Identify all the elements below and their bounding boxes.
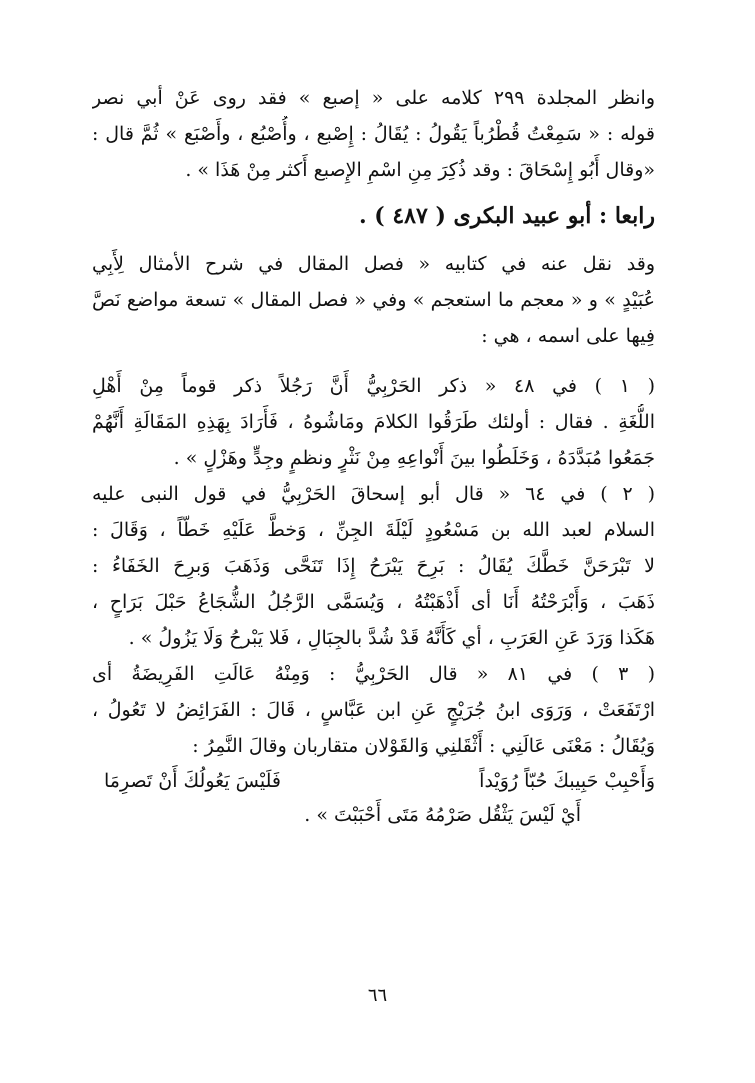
text-line: لا تَبْرَحَنَّ خَطَّكَ يُقَالُ : بَرِحَ يَبْرَحُ إِذَا تَنَحَّى وَذَهَبَ وَبرِحَ الخَفَاءُ : xyxy=(92,555,655,577)
text-line: السلام لعبد الله بن مَسْعُودٍ لَيْلَةَ الجِنِّ ، وَخطَّ عَلَيْهِ خَطّاً ، وَقَالَ : xyxy=(92,519,655,541)
text-line: أَيْ لَيْسَ يَثْقُل صَرْمُهُ مَتَى أَحْبَبْتَ » . xyxy=(304,804,581,826)
text-line: وقد نقل عنه في كتابيه « فصل المقال في شرح الأمثال لِأَبِي xyxy=(92,253,655,275)
text-line: وَيُقَالُ : مَعْنَى عَالَنِي : أَثْقَلنِي وَالقَوْلان متقاربان وقالَ النَّمِرُ : xyxy=(192,735,655,757)
list-item xyxy=(92,368,655,476)
text-line: عُبَيْدٍ » و « معجم ما استعجم » وفي « فصل المقال » تسعة مواضع نَصَّ xyxy=(92,289,655,311)
text-line: اللُّغَةِ . فقال : أولئك طَرَقُوا الكلامَ ومَاشُوهُ ، فَأَرَادَ بِهَذِهِ المَقَالَةِ أَنَّهُمْ xyxy=(92,411,655,433)
list-item xyxy=(92,476,655,656)
paragraph-sources xyxy=(92,246,655,354)
paragraph-intro xyxy=(92,80,655,188)
text-line: ذَهَبَ ، وَأَبْرَحْتُهُ أَنَا أى أَذْهَبْتُهُ ، وَيُسَمَّى الرَّجُلُ الشُّجَاعُ حَبْلَ بَرَاحٍ ، xyxy=(92,591,655,613)
page-number: ٦٦ xyxy=(367,985,388,1006)
text-line: فِيها على اسمه ، هي : xyxy=(481,325,655,347)
text-line: «وقال أَبُو إِسْحَاقَ : وقد ذُكِرَ مِنِ اسْمِ الإِصبع أَكثر مِنْ هَذَا » . xyxy=(185,159,655,181)
spacer xyxy=(92,354,655,368)
text-line: ارْتَفَعَتْ ، وَرَوَى ابنُ جُرَيْجٍ عَنِ ابن عَبَّاسٍ ، قَالَ : الفَرَائِضُ لا تَعُولُ ، xyxy=(92,699,655,721)
verse-hemistich-second: فَلَيْسَ يَعُولُكَ أَنْ تَصرِمَا xyxy=(104,770,281,792)
verse-hemistich-first: وَأَحْبِبْ حَبِيبكَ حُبّاً رُوَيْداً xyxy=(479,770,655,792)
text-line: جَمَعُوا مُبَدَّدَهُ ، وَخَلَطُوا بينَ أَنْواعِهِ مِنْ نَثْرٍ ونظمٍ وجِدٍّ وهَزْلٍ » . xyxy=(173,447,655,469)
poem-verse xyxy=(92,764,655,798)
text-line: وانظر المجلدة ٢٩٩ كلامه على « إصبع » فقد روى عَنْ أبي نصر xyxy=(92,87,655,109)
text-line: ( ٣ ) في ٨١ « قال الحَرْبِيُّ : وَمِنْهُ عَالَتِ الفَرِيضَةُ أى xyxy=(92,663,655,685)
text-line: ( ١ ) في ٤٨ « ذكر الحَرْبِيُّ أَنَّ رَجُلاً ذكر قوماً مِنْ أَهْلِ xyxy=(92,375,655,397)
text-line: ( ٢ ) في ٦٤ « قال أبو إسحاقَ الحَرْبِيُّ في قول النبى عليه xyxy=(92,483,655,505)
section-heading: رابعا : أبو عبيد البكرى ( ٤٨٧ ) . xyxy=(358,203,655,229)
text-line: هَكَذا وَرَدَ عَنِ العَرَبِ ، أي كَأَنَّهُ قَدْ شُدَّ بالجِبَالِ ، فَلا يَبْرحُ وَلَا يَزُولُ » . xyxy=(128,627,655,649)
text-line: قوله : « سَمِعْتُ قُطْرُباً يَقُولُ : يُقَالُ : إِصْبع ، وأُصْبُع ، وأَصْبَع » ثُمَّ قال : xyxy=(92,123,655,145)
list-item xyxy=(92,656,655,832)
